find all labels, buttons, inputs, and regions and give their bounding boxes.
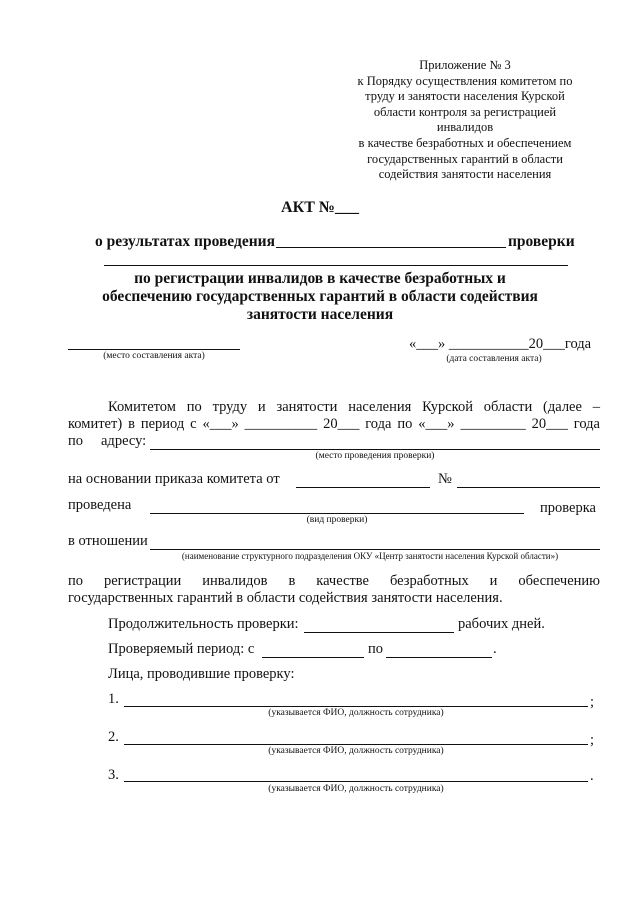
title-line4: занятости населения bbox=[246, 306, 394, 323]
appendix-line: в качестве безработных и обеспечением bbox=[358, 135, 572, 150]
order-number-blank bbox=[457, 487, 600, 488]
place-of-check-caption: (место проведения проверки) bbox=[315, 451, 435, 461]
order-prefix: на основании приказа комитета от bbox=[68, 471, 280, 487]
person-1-caption: (указывается ФИО, должность сотрудника) bbox=[268, 708, 444, 718]
period-mid: по bbox=[368, 641, 384, 657]
person-2-caption: (указывается ФИО, должность сотрудника) bbox=[268, 746, 444, 756]
title-line2: по регистрации инвалидов в качестве безработных и bbox=[134, 270, 506, 287]
date-text: «___» ___________20___года bbox=[409, 336, 592, 352]
person-2-blank bbox=[124, 744, 588, 745]
address-blank bbox=[150, 449, 600, 450]
p1-line1: Комитетом по труду и занятости населения Курской области (далее – bbox=[108, 399, 600, 415]
p1-line3-address: адресу: bbox=[101, 433, 147, 449]
persons-label: Лица, проводившие проверку: bbox=[108, 666, 295, 682]
person-2-number: 2. bbox=[108, 729, 119, 745]
period-from-blank bbox=[262, 657, 364, 658]
person-1-end: ; bbox=[590, 694, 595, 710]
appendix-line: содействия занятости населения bbox=[378, 167, 552, 182]
p2-line1: по регистрации инвалидов в качестве безработных и обеспечению bbox=[68, 573, 600, 589]
place-blank bbox=[68, 349, 240, 350]
person-3-number: 3. bbox=[108, 767, 119, 783]
title-line1-prefix: о результатах проведения bbox=[95, 233, 275, 250]
check-type-caption: (вид проверки) bbox=[306, 515, 368, 525]
person-1-blank bbox=[124, 706, 588, 707]
appendix-line: к Порядку осуществления комитетом по bbox=[357, 73, 573, 88]
p2-line2: государственных гарантий в области содействия занятости населения. bbox=[68, 590, 503, 606]
check-subject-blank bbox=[276, 247, 506, 248]
period-to-blank bbox=[386, 657, 492, 658]
date-caption: (дата составления акта) bbox=[446, 354, 542, 364]
conducted-suffix: проверка bbox=[540, 500, 596, 516]
appendix-line: области контроля за регистрацией инвалидов bbox=[373, 104, 557, 135]
regarding-blank bbox=[150, 549, 600, 550]
duration-prefix: Продолжительность проверки: bbox=[108, 616, 299, 632]
appendix-line: Приложение № 3 bbox=[419, 58, 511, 72]
person-1-number: 1. bbox=[108, 691, 119, 707]
place-caption: (место составления акта) bbox=[103, 351, 205, 361]
p1-line2: комитет) в период с «___» __________ 20___ года по «___» _________ 20___ года bbox=[68, 416, 600, 432]
duration-blank bbox=[304, 632, 454, 633]
person-3-end: . bbox=[590, 768, 594, 784]
person-2-end: ; bbox=[590, 732, 595, 748]
order-date-blank bbox=[296, 487, 430, 488]
regarding-caption: (наименование структурного подразделения ОКУ «Центр занятости населения Курской области») bbox=[181, 551, 559, 561]
order-number-sign: № bbox=[438, 471, 452, 487]
person-3-blank bbox=[124, 781, 588, 782]
person-3-caption: (указывается ФИО, должность сотрудника) bbox=[268, 784, 444, 794]
act-title: АКТ №___ bbox=[281, 199, 359, 216]
title-line3: обеспечению государственных гарантий в области содействия bbox=[102, 288, 538, 305]
title-underline bbox=[104, 265, 568, 266]
title-line1-suffix: проверки bbox=[508, 233, 575, 250]
conducted-prefix: проведена bbox=[68, 497, 132, 513]
appendix-block bbox=[345, 58, 585, 183]
appendix-line: труду и занятости населения Курской bbox=[365, 89, 565, 104]
duration-suffix: рабочих дней. bbox=[458, 616, 545, 632]
period-prefix: Проверяемый период: с bbox=[108, 641, 255, 657]
regarding-prefix: в отношении bbox=[68, 533, 148, 549]
check-type-blank bbox=[150, 513, 524, 514]
p1-line3-po: по bbox=[68, 433, 84, 449]
appendix-line: государственных гарантий в области bbox=[367, 151, 563, 166]
